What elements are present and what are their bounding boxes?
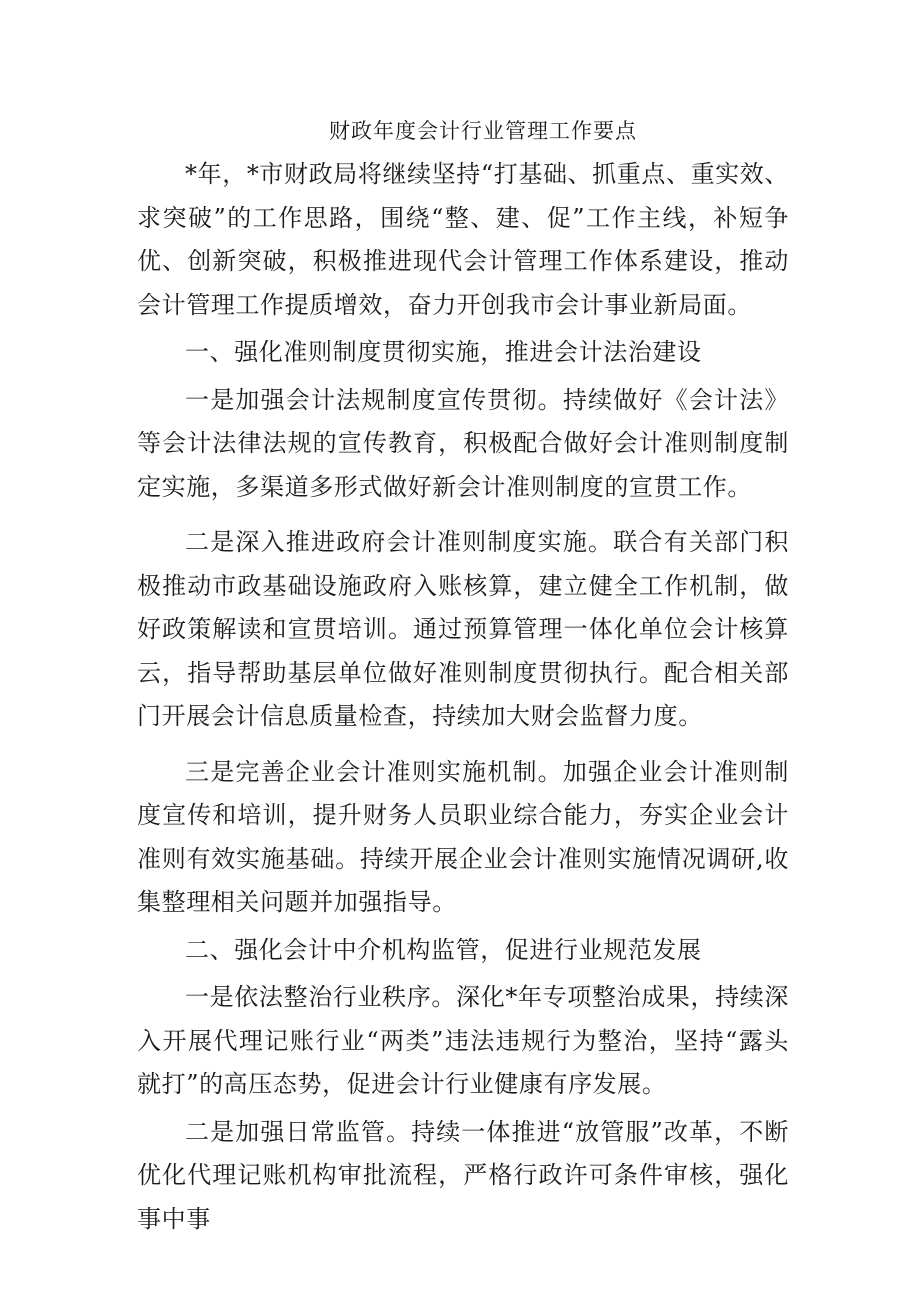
intro-paragraph: *年，*市财政局将继续坚持“打基础、抓重点、重实效、求突破”的工作思路，围绕“整、建、促”工作主线，补短争优、创新突破，积极推进现代会计管理工作体系建设，推动会计管理工作提质增效，奋力开创我市会计事业新局面。 (137, 160, 789, 319)
section1-item-1: 一是加强会计法规制度宣传贯彻。持续做好《会计法》等会计法律法规的宣传教育，积极配合做好会计准则制度制定实施，多渠道多形式做好新会计准则制度的宣贯工作。 (137, 385, 789, 501)
section-heading-1: 一、强化准则制度贯彻实施，推进会计法治建设 (185, 338, 702, 366)
section-heading-2: 二、强化会计中介机构监管，促进行业规范发展 (185, 935, 702, 964)
section1-item-2: 二是深入推进政府会计准则制度实施。联合有关部门积极推动市政基础设施政府入账核算，建立健全工作机制，做好政策解读和宣贯培训。通过预算管理一体化单位会计核算云，指导帮助基层单位做好准则制度贯彻执行。配合相关部门开展会计信息质量检查，持续加大财会监督力度。 (137, 528, 789, 730)
document-title: 财政年度会计行业管理工作要点 (329, 119, 637, 143)
section2-item-2: 二是加强日常监管。持续一体推进“放管服”改革，不断优化代理记账机构审批流程，严格行政许可条件审核，强化事中事 (137, 1117, 789, 1233)
document-body (137, 113, 789, 1241)
section2-item-1: 一是依法整治行业秩序。深化*年专项整治成果，持续深入开展代理记账行业“两类”违法违规行为整治，坚持“露头就打”的高压态势，促进会计行业健康有序发展。 (137, 983, 789, 1098)
spacer (137, 509, 789, 521)
spacer (137, 739, 789, 751)
section1-item-3: 三是完善企业会计准则实施机制。加强企业会计准则制度宣传和培训，提升财务人员职业综合能力，夯实企业会计准则有效实施基础。持续开展企业会计准则实施情况调研,收集整理相关问题并加强指导。 (137, 757, 789, 916)
